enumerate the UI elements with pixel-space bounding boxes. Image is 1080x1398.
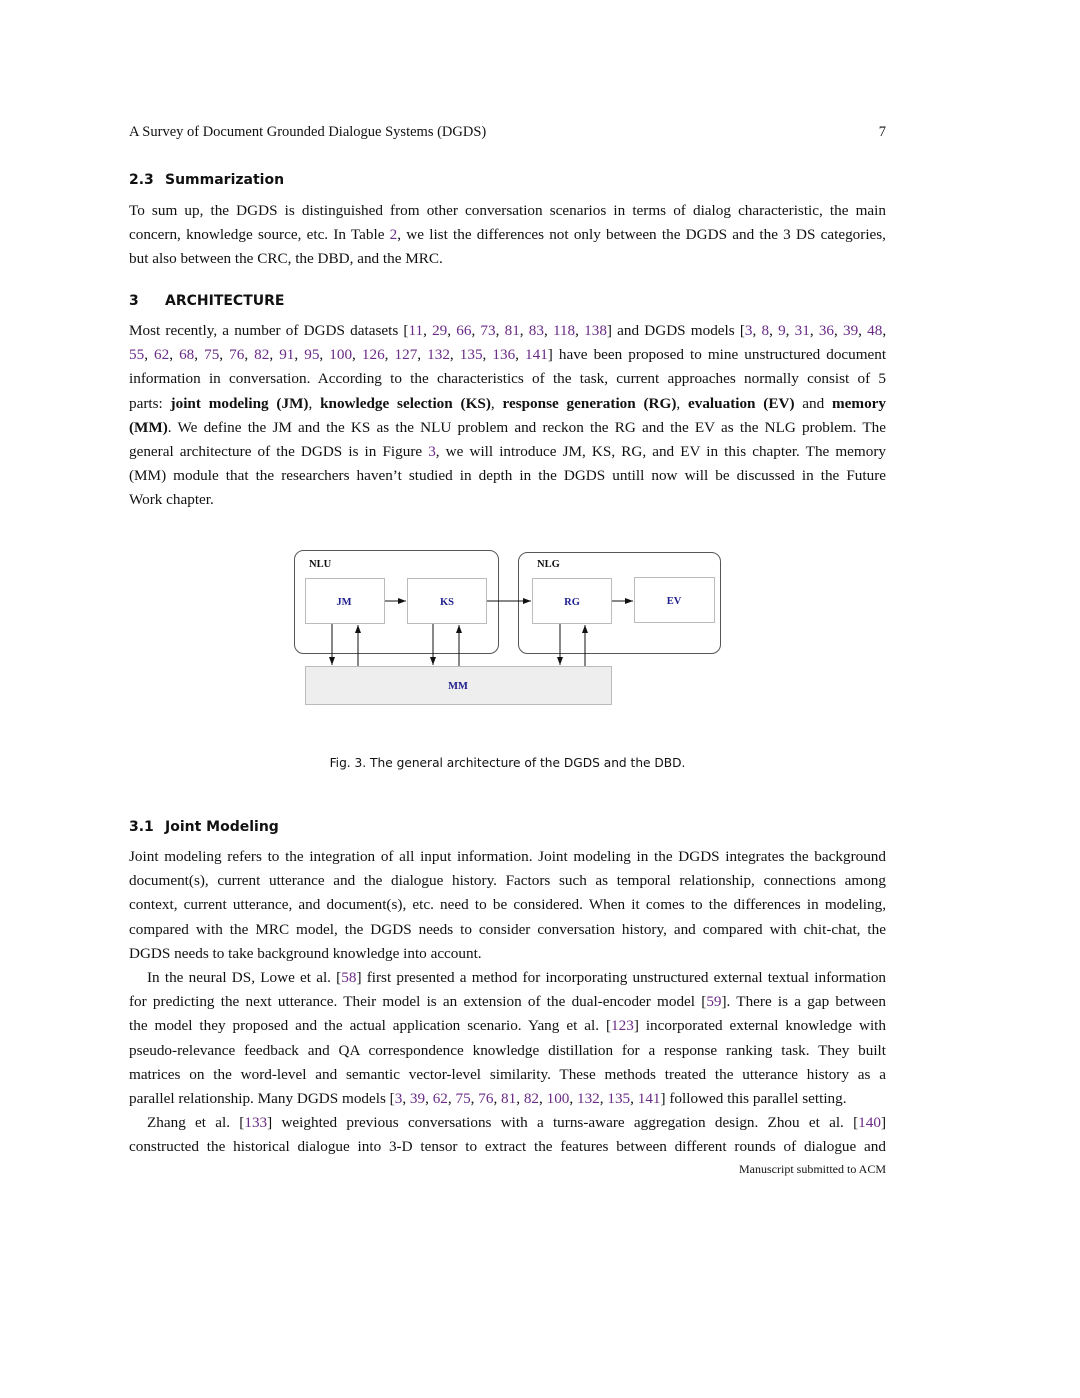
- citation-link[interactable]: 55: [129, 346, 145, 364]
- citation-link[interactable]: 132: [576, 1090, 600, 1107]
- text-line: [129, 846, 886, 868]
- ks-label: KS: [439, 597, 455, 608]
- citation-link[interactable]: 135: [607, 1090, 631, 1107]
- citation-link[interactable]: 82: [523, 1090, 540, 1107]
- text-span: parts:: [129, 394, 171, 412]
- text-span: Joint modeling refers to the integration of all input information. Joint modeling in the DGDS integrates the background: [129, 848, 886, 865]
- text-line: [129, 894, 886, 916]
- citation-link[interactable]: 39: [842, 322, 859, 339]
- citation-link[interactable]: 3: [394, 1090, 403, 1107]
- citation-link[interactable]: 141: [637, 1090, 661, 1107]
- citation-link[interactable]: 31: [794, 322, 810, 339]
- citation-link[interactable]: 76: [478, 1090, 494, 1107]
- citation-link[interactable]: 82: [254, 346, 270, 364]
- citation-link[interactable]: 66: [456, 322, 472, 339]
- text-line: [129, 967, 886, 989]
- citation-link[interactable]: 62: [432, 1090, 448, 1107]
- figure-caption: Fig. 3. The general architecture of the DGDS and the DBD.: [329, 756, 686, 770]
- citation-link[interactable]: 91: [279, 346, 295, 364]
- text-span: ,: [308, 394, 321, 412]
- text-span: Work chapter.: [129, 491, 214, 509]
- nlu-label: NLU: [309, 559, 332, 570]
- bold-term: knowledge selection (KS): [320, 394, 491, 412]
- nlg-label: NLG: [537, 559, 560, 570]
- citation-link[interactable]: 76: [229, 346, 245, 364]
- text-span: ] first presented a method for incorporating unstructured external textual information: [356, 969, 887, 986]
- jm-label: JM: [336, 597, 352, 608]
- section-number: 3.1: [129, 819, 154, 835]
- text-span: constructed the historical dialogue into 3-D tensor to extract the features between different rounds of dialogue and: [129, 1138, 886, 1156]
- text-span: (MM) module that the researchers haven’t studied in depth in the DGDS untill now will be discussed in the Future: [129, 467, 886, 485]
- text-span: ]: [880, 1114, 887, 1132]
- text-line: [129, 919, 886, 941]
- citation-link[interactable]: 126: [361, 346, 385, 364]
- citation-link[interactable]: 29: [432, 322, 448, 339]
- text-span: ] have been proposed to mine unstructured document: [547, 346, 887, 364]
- text-span: information in conversation. According to the characteristics of the task, current approaches normally consist of 5: [129, 370, 886, 388]
- text-span: matrices on the word-level and semantic vector-level similarity. These methods treated the utterance history as a: [129, 1065, 886, 1083]
- citation-link[interactable]: 9: [778, 322, 786, 339]
- citation-link[interactable]: 11: [408, 322, 424, 339]
- text-line: [129, 1064, 886, 1086]
- text-span: . We define the JM and the KS as the NLU problem and reckon the RG and the EV as the NLG problem. The: [167, 418, 886, 436]
- text-line: parallel relationship. Many DGDS models [3, 39, 62, 75, 76, 81, 82, 100, 132, 135, 141] followed this parallel setting.: [129, 1090, 847, 1107]
- citation-link[interactable]: 127: [394, 346, 418, 364]
- text-span: ,: [882, 322, 887, 339]
- text-span: document(s), current utterance and the dialogue history. Factors such as temporal relationship, connections among: [129, 872, 886, 890]
- citation-link[interactable]: 140: [858, 1114, 881, 1132]
- bold-term: (MM): [129, 418, 168, 436]
- text-span: ] weighted previous conversations with a turns-aware aggregation design. Zhou et al. [: [267, 1114, 859, 1132]
- text-span: context, current utterance, and document(s), etc. need to be considered. When it comes to the differences in modeling,: [129, 896, 886, 914]
- section-heading-joint-modeling: [129, 819, 279, 835]
- running-title: A Survey of Document Grounded Dialogue Systems (DGDS): [129, 124, 487, 140]
- citation-link[interactable]: 133: [244, 1114, 268, 1132]
- text-span: DGDS needs to take background knowledge into account.: [129, 944, 482, 962]
- bold-term: joint modeling (JM): [170, 394, 309, 412]
- citation-link[interactable]: 136: [492, 346, 516, 364]
- text-line: [129, 943, 886, 965]
- citation-link[interactable]: 81: [504, 322, 520, 339]
- text-span: compared with the MRC model, the DGDS needs to consider conversation history, and compared with chit-chat, the: [129, 920, 886, 938]
- footer-note: Manuscript submitted to ACM: [739, 1162, 886, 1176]
- text-span: and: [794, 394, 833, 412]
- text-line: [129, 1112, 886, 1134]
- page-number: 7: [878, 124, 886, 140]
- text-span: To sum up, the DGDS is distinguished from other conversation scenarios in terms of dialog characteristic, the main: [129, 202, 886, 219]
- citation-link[interactable]: 68: [179, 346, 195, 364]
- bold-term: response generation (RG): [502, 394, 677, 412]
- citation-link[interactable]: 132: [427, 346, 450, 364]
- citation-link[interactable]: 100: [546, 1090, 570, 1107]
- ev-label: EV: [666, 596, 682, 607]
- text-span: concern, knowledge source, etc. In Table: [129, 226, 390, 244]
- citation-link[interactable]: 123: [611, 1017, 634, 1035]
- citation-link[interactable]: 118: [552, 322, 576, 339]
- text-span: ] and DGDS models [: [606, 322, 745, 339]
- text-line: Most recently, a number of DGDS datasets [11, 29, 66, 73, 81, 83, 118, 138] and DGDS models [3, 8, 9, 31, 36, 39, 48,: [129, 322, 887, 339]
- text-line: 55, 62, 68, 75, 76, 82, 91, 95, 100, 126, 127, 132, 135, 136, 141] have been proposed to mine unstructured document: [129, 346, 887, 364]
- text-span: ,: [676, 394, 688, 412]
- text-line: [129, 1015, 886, 1037]
- text-span: for predicting the next utterance. Their model is an extension of the dual-encoder model [: [129, 993, 707, 1011]
- text-line: [129, 1136, 886, 1158]
- text-span: parallel relationship. Many DGDS models [: [129, 1090, 395, 1107]
- text-span: , we list the differences not only between the DGDS and the 3 DS categories,: [397, 226, 886, 244]
- text-span: Zhang et al. [: [147, 1114, 245, 1132]
- rg-label: RG: [564, 597, 580, 608]
- section-number: 2.3: [129, 172, 154, 188]
- citation-link[interactable]: 59: [706, 993, 722, 1011]
- citation-link[interactable]: 135: [459, 346, 483, 364]
- section-title: Summarization: [165, 172, 285, 188]
- citation-link[interactable]: 36: [818, 322, 834, 339]
- text-span: Most recently, a number of DGDS datasets [: [129, 322, 409, 339]
- citation-link[interactable]: 3: [428, 443, 436, 460]
- text-span: ]. There is a gap between: [721, 993, 887, 1011]
- bold-term: memory: [832, 394, 887, 412]
- text-line: [129, 1040, 886, 1062]
- citation-link[interactable]: 138: [584, 322, 607, 339]
- text-span: general architecture of the DGDS is in Figure: [129, 443, 429, 460]
- bold-term: evaluation (EV): [688, 394, 795, 412]
- citation-link[interactable]: 83: [528, 322, 544, 339]
- text-span: pseudo-relevance feedback and QA correspondence knowledge distillation for a response ranking task. They built: [129, 1041, 886, 1059]
- citation-link[interactable]: 100: [329, 346, 353, 364]
- citation-link[interactable]: 81: [501, 1090, 517, 1107]
- citation-link[interactable]: 58: [341, 969, 357, 986]
- citation-link[interactable]: 8: [761, 322, 770, 339]
- citation-link[interactable]: 75: [204, 346, 220, 364]
- section-title: Joint Modeling: [165, 819, 279, 835]
- citation-link[interactable]: 2: [389, 226, 398, 244]
- citation-link[interactable]: 73: [480, 322, 496, 339]
- citation-link[interactable]: 75: [455, 1090, 471, 1107]
- citation-link[interactable]: 95: [304, 346, 320, 364]
- text-span: , we will introduce JM, KS, RG, and EV in this chapter. The memory: [435, 443, 886, 460]
- section-number: 3: [129, 293, 139, 309]
- text-span: ] followed this parallel setting.: [660, 1090, 847, 1107]
- text-span: In the neural DS, Lowe et al. [: [147, 969, 342, 986]
- citation-link[interactable]: 3: [744, 322, 753, 339]
- mm-label: MM: [448, 681, 468, 692]
- text-line: [129, 991, 886, 1013]
- text-span: ] incorporated external knowledge with: [633, 1017, 886, 1035]
- text-span: ,: [490, 394, 503, 412]
- text-line: [129, 870, 886, 892]
- citation-link[interactable]: 39: [409, 1090, 426, 1107]
- section-title: ARCHITECTURE: [165, 293, 285, 309]
- text-span: but also between the CRC, the DBD, and the MRC.: [129, 250, 443, 268]
- citation-link[interactable]: 141: [525, 346, 548, 364]
- text-span: the model they proposed and the actual application scenario. Yang et al. [: [129, 1017, 612, 1035]
- citation-link[interactable]: 48: [867, 322, 883, 339]
- citation-link[interactable]: 62: [154, 346, 170, 364]
